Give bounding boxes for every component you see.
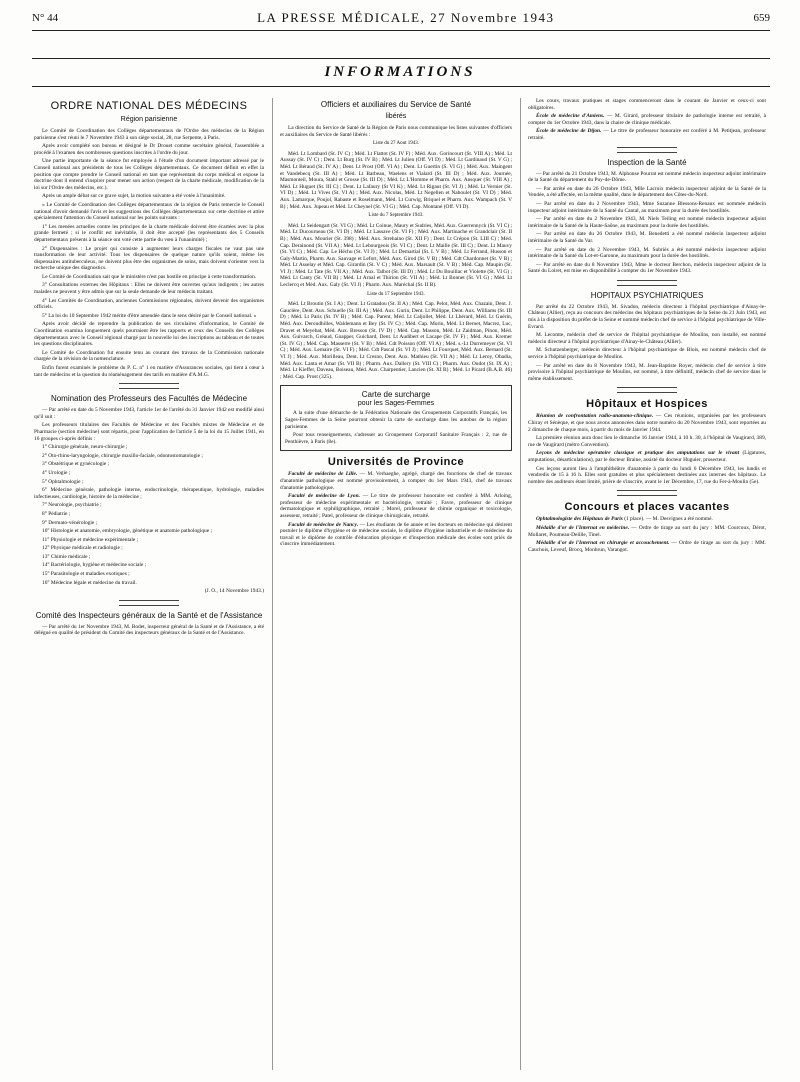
paragraph: 2° Oto-rhino-laryngologie, chirurgie maxillo-faciale, odontostomatologie ; xyxy=(42,452,203,459)
paragraph-lead: Médaille d'or de l'Internat en chirurgie et accouchement. xyxy=(536,540,670,547)
separator xyxy=(617,280,677,286)
paragraph: A la suite d'une démarche de la Fédération Nationale des Groupements Corporatifs Français, les Sages-Femmes de la Seine pourront obtenir la carte de surcharge dans les autobus de la région parisienne. xyxy=(285,410,507,430)
column-divider xyxy=(520,98,521,1070)
column-divider xyxy=(272,98,273,1070)
paragraph xyxy=(528,540,766,553)
paragraph xyxy=(528,516,766,523)
ordre-heading: ORDRE NATIONAL DES MÉDECINS xyxy=(50,100,248,112)
groups-source: (J. O., 14 Novembre 1943.) xyxy=(204,588,264,595)
ecole-amiens-text: — M. Girard, professeur titulaire de pathologie interne est retraité, à compter du 1er Octobre 1943, dans la chaire de clinique médicale. xyxy=(528,113,766,126)
paragraph-text: — Ordre de tirage au sort du jury : MM. Courcoux, Dérot, Mollaret, Poumeau-Delille, Tinel. xyxy=(528,524,766,538)
paragraph-lead: Médaille d'or de l'Internat en médecine. xyxy=(536,524,630,531)
paragraph: 16° Médecine légale et médecine du travail. xyxy=(42,579,137,586)
list3-title: Liste du 17 Septembre 1943. xyxy=(367,291,425,297)
cours-para: Les cours, travaux pratiques et stages commenceront dans le courant de Janvier et ceux-ci sont obligatoires. xyxy=(528,98,766,111)
paragraph: 5° Ophtalmologie ; xyxy=(42,478,84,485)
running-header xyxy=(32,10,770,26)
paragraph-text: (Ligatures, amputations, désarticulations), par le docteur Braine, assisté du docteur Huguier, prosecteur. xyxy=(528,450,766,463)
paragraph-text: — Le titre de professeur honoraire est conféré à MM. Arloing, professeur de médecine expérimentale et bactériologie, retraité ; Favre, professeur de clinique dermatologique et syphiligraphique, retraité ; Morel, professeur de chimie organique et toxicologie, assesseur, retraité ; Patel, professeur de clinique chirurgicale, retraité. xyxy=(280,493,512,519)
paragraph: Par arrêté du 22 Octobre 1943, M. Sivadon, médecin directeur à l'hôpital psychiatrique d'Ainay-le-Château (Allier), reçu au concours des médecins des hôpitaux psychiatriques de la Seine du 21 Juin 1943, est mis à la disposition du préfet de la Seine et nommé médecin chef de service à l'hôpital psychiatrique de Ville-Evrard. xyxy=(528,303,766,330)
paragraph: Les professeurs titulaires des Facultés de Médecine et des Facultés mixtes de Médecine et de Pharmacie (section médecine) sont répartis, pour l'application de l'article 5 de la loi du 15 Juillet 1941, en 16 groupes ci-après définis : xyxy=(34,422,264,442)
paragraph: 6° Médecine générale, pathologie interne, endocrinologie, thérapeutique, hydrologie, maladies infectieuses, cardiologie, histoire de la médecine ; xyxy=(34,487,264,500)
paragraph: 3° Obstétrique et gynécologie ; xyxy=(42,461,110,468)
separator xyxy=(617,387,677,393)
paragraph xyxy=(528,413,766,433)
section-rule-top xyxy=(32,58,770,59)
section-title: INFORMATIONS xyxy=(324,64,476,80)
paragraph xyxy=(280,493,512,519)
paragraph: 13° Chimie médicale ; xyxy=(42,553,91,560)
paragraph-text: — M. Verhaeghe, agrégé, chargé des fonctions de chef de travaux d'anatomie pathologique est nommé provisoirement, à compter du 1er Mars 1943, chef de travaux d'anatomie pathologique. xyxy=(280,471,512,491)
paragraph: Pour tous renseignements, s'adresser au Groupement Corporatif Sanitaire Français : 2, rue de Penthièvre, à Paris (8e). xyxy=(285,432,507,445)
paragraph xyxy=(528,435,766,448)
paragraph: 2° Dispensaires : Le projet qui consiste à augmenter leurs charges fiscales ne vaut pas une transformation de leur activité. Tous les dispensaires de quelque nature qu'ils soient, même les dispensaires antituberculeux, ne doivent plus être des organismes de soins, mais doivent s'orienter vers la recherche unique des diagnostics. xyxy=(34,245,264,272)
paragraph: Après avoir complété son bureau et désigné le Dr Drouet comme secrétaire général, l'assemblée a procédé à l'examen des nombreuses questions inscrites à l'ordre du jour. xyxy=(34,143,264,156)
paragraph: — Par arrêté en date du 5 Novembre 1943, l'article 1er de l'arrêté du 31 Janvier 1942 est modifié ainsi qu'il suit : xyxy=(34,407,264,420)
paragraph xyxy=(528,466,766,486)
list2-title: Liste du 7 Septembre 1943. xyxy=(368,213,424,219)
paragraph xyxy=(280,522,512,548)
paragraph xyxy=(280,471,512,491)
paragraph-text: — Les étudiants de 6e année et les docteurs en médecine qui désirent postuler le diplôme d'hygiène et de médecine sociale, le diplôme d'hygiène industrielle et de médecine du travail et le diplôme de contrôle d'éducation physique et d'inspection médicale des écoles sont priés de s'inscrire immédiatement. xyxy=(280,521,512,548)
section-rule-bottom xyxy=(32,86,770,87)
header-rule xyxy=(32,30,770,31)
officiers-intro: La direction du Service de Santé de la Région de Paris nous communique les listes suivantes d'officiers et auxiliaires du Service de Santé libérés : xyxy=(280,125,512,138)
paragraph: — Par arrêté du 21 Octobre 1943, M. Alphonse Pourrat est nommé médecin inspecteur adjoint intérimaire de la Santé du département du Puy-de-Dôme. xyxy=(528,170,766,184)
paragraph: 11° Physiologie et médecine expérimentale ; xyxy=(42,536,139,543)
paragraph: — Par arrêté en date du 2 Novembre 1943, Mme Suzanne Blessons-Renaux est nommée médecin inspecteur adjoint intérimaire de la Santé du Cantal, au maximum pour la durée des hostilités. xyxy=(528,200,766,214)
separator xyxy=(119,600,179,606)
paragraph-text: (1 place). — M. Desvignes a été nommé. xyxy=(622,516,713,523)
paragraph: Après un ample débat sur ce grave sujet, la motion suivante a été votée à l'unanimité. xyxy=(42,193,226,200)
paragraph: 14° Bactériologie, hygiène et médecine sociale ; xyxy=(42,562,147,569)
paragraph-lead: Réunion de confrontation radio-anatomo-clinique. xyxy=(536,413,654,420)
psychiatriques-heading: HOPITAUX PSYCHIATRIQUES xyxy=(590,290,704,300)
paragraph: Le Comité de Coordination des Collèges départementaux de l'Ordre des médecins de la Région parisienne s'est réuni le 7 Novembre 1943 à son siège social, 28, rue Serpente, à Paris. xyxy=(34,128,264,141)
separator xyxy=(617,490,677,496)
ecole-dijon-lead: École de médecine de Dijon. xyxy=(536,128,602,135)
carte-heading: Carte de surcharge xyxy=(361,390,431,400)
inspecteurs-heading: Comité des Inspecteurs généraux de la Santé et de l'Assistance xyxy=(35,610,263,620)
concours-body xyxy=(528,516,766,553)
paragraph: 1° Chirurgie générale, neuro-chirurgie ; xyxy=(42,444,128,451)
paragraph: Le Comité de Coordination fut ensuite tenu au courant des travaux de la Commission nationale chargée de la révision de la nomenclature. xyxy=(34,349,264,363)
column-1 xyxy=(34,98,264,1074)
paragraph: — Par arrêté en date du 26 Octobre 1943, Mlle Lacroix médecin inspecteur adjoint de la Santé de la Vendée, a été affectée, en la même qualité, dans le département des Côtes-du-Nord. xyxy=(528,185,766,199)
paragraph-lead: Faculté de médecine de Lyon. xyxy=(288,493,360,500)
officiers-heading: Officiers et auxiliaires du Service de Santé xyxy=(320,100,472,109)
inspection-heading: Inspection de la Santé xyxy=(607,157,687,167)
paragraph: — Par arrêté en date du 8 Novembre 1943, M. Jean-Baptiste Royer, médecin chef de service à titre provisoire à l'hôpital psychiatrique de Moulins, est nommé, à titre définitif, médecin chef de service dans le même établissement. xyxy=(528,362,766,382)
paragraph: 3° Consultations externes des Hôpitaux : Elles ne doivent être ouvertes qu'aux indigents ; les autres malades ne peuvent y être admis que sur la seule demande de leur médecin traitant. xyxy=(34,282,264,296)
paragraph: 8° Pédiatrie ; xyxy=(42,510,71,517)
ecole-amiens-lead: École de médecine d'Amiens. xyxy=(536,113,605,120)
paragraph-lead: Ophtalmologiste des Hôpitaux de Paris xyxy=(536,516,623,523)
issue-number: N° 44 xyxy=(32,12,59,24)
paragraph-lead: Faculté de médecine de Lille. xyxy=(288,471,358,478)
ordre-body xyxy=(34,128,264,378)
carte-subheading: pour les Sages-Femmes xyxy=(357,400,435,408)
paragraph: 15° Parasitologie et maladies exotiques ; xyxy=(42,571,130,578)
list1-title: Liste du 27 Aout 1943. xyxy=(373,141,419,147)
paragraph: M. Schutzenberger, médecin directeur à l'hôpital psychiatrique de Blois, est nommé médecin chef de service à l'hôpital psychiatrique de Moulins. xyxy=(528,347,766,361)
paragraph-lead: Faculté de médecine de Nancy. xyxy=(288,521,359,528)
paragraph: 10° Histologie et anatomie, embryologie, génétique et anatomie pathologique ; xyxy=(42,528,212,535)
paragraph-text: Ces leçons auront lieu à l'amphithéâtre d'anatomie à partir du lundi 6 Décembre 1943, les lundis et vendredis de 15 à 16 h. Elles sont gratuites et plus spécialement destinées aux internes des hôpitaux. Le nombre des auditeurs étant limité, prière de s'inscrire, avant le 1er Décembre, 17, rue du Fer-à-Moulin (5e). xyxy=(528,465,766,485)
paragraph: 4° Urologie ; xyxy=(42,469,71,476)
paragraph: M. Lecomte, médecin chef de service de l'hôpital psychiatrique de Moulins, non installé, est nommé médecin directeur à l'hôpital psychiatrique d'Ainay-le-Château (Allier). xyxy=(528,332,766,345)
paragraph xyxy=(528,525,766,538)
paragraph-text: — Ordre de tirage au sort du jury : MM. Cauchois, Leveuf, Brocq, Monbrun, Varangot. xyxy=(528,540,766,553)
paragraph xyxy=(528,450,766,463)
nomination-body xyxy=(34,407,264,442)
nomination-heading: Nomination des Professeurs des Facultés de Médecine xyxy=(50,394,248,404)
ecole-dijon-text: — Le titre de professeur honoraire est conféré à M. Petitjean, professeur retraité. xyxy=(528,128,766,141)
list1-body: Méd. Lt Lombard (St. IV C) ; Méd. Lt Flattot (St. IV F) ; Méd. Aux. Gorincourt (St. VIII A) ; Méd. Lt Aussay (St. IV C) ; Dent. Lt Burg (St. IV B) ; Méd. Lt Julien (Off. VI D) ; Méd. Lt Gardinaud (St. V G) ; Méd. Lt Béraud (St. IV A) ; Dent. Lt Prost (Off. VI A) ; Dent. Lt Guertin (S. VI G) ; Méd. Aux. Maingent et Vandebecq (St. III A) ; Méd. Lt Barbeau, Waelens et Vialard (St. III D) ; Méd. Aux. Journée, Masmonteil, Moura, Stahl et Grosse (St. III D) ; Méd. Lt L'Homme et Pharm. Aux. Ansquer (St. VIII A) ; Méd. Lt Huguet (St. III C) ; Dent. Lt Lafaury (St VI K) ; Méd. Lt Rigaut (St. VI J) ; Méd. Lt Vernier (St. VI D) ; Méd. Lt Vives (St. VI A) ; Méd. Aux. Nicolas, Méd. Lt Negellen et Naboulet (St. VI D) ; Méd. Aux. Lamarque, Poujol, Rabaste et Roselmann, Méd. Lt Curwig, Briquel et Pharm. Aux. Wampach (St. V B) ; Méd. Aux. Jupeau et Méd. Lt Cheynel (St. VI G) ; Méd. Cap. Montané (Off. VI D). xyxy=(280,150,512,210)
paragraph-text: La première réunion aura donc lieu le dimanche 16 Janvier 1944, à 10 h. 30, à l'hôpital de Vaugirard, 389, rue de Vaugirard (métro Convention). xyxy=(528,435,766,448)
paragraph: 9° Dermato-vénérologie ; xyxy=(42,519,98,526)
inspecteurs-body: — Par arrêté du 1er Novembre 1943, M. Bodet, inspecteur général de la Santé et de l'Assistance, a été délégué en qualité de président du Comité des inspecteurs généraux de la Santé et de l'Assistance. xyxy=(34,623,264,637)
hopitaux-body xyxy=(528,413,766,485)
paragraph: — Par arrêté en date du 2 Novembre 1943, M. Niels Teiling est nommé médecin inspecteur adjoint intérimaire de la Santé de la Haute-Saône, au maximum pour la durée des hostilités. xyxy=(528,216,766,229)
officiers-subheading: libérés xyxy=(385,113,407,120)
concours-heading: Concours et places vacantes xyxy=(564,501,730,514)
paragraph: Le Comité de Coordination sait que le ministère n'est pas hostile en principe à cette transformation. xyxy=(42,273,257,280)
paragraph-lead: Leçons de médecine opératoire classique et pratique des amputations sur le vivant xyxy=(536,450,740,457)
universites-body xyxy=(280,471,512,548)
paragraph-text: — Ces réunions, organisées par les professeurs Chiray et Sénèque, et que nous avons annoncées dans notre numéro du 20 Novembre 1943, sont reportées au 2 dimanche de chaque mois, à partir du mois de Janvier 1944. xyxy=(528,413,766,433)
paragraph: 4° Les Comités de Coordination, anciennes Commissions régionales, doivent devenir des organismes officiels. xyxy=(34,297,264,311)
separator xyxy=(617,147,677,153)
ecole-dijon xyxy=(528,128,766,141)
paragraph: Une partie importante de la séance fut employée à l'étude d'un document important adressé par le Conseil national aux présidents de tous les Collèges départementaux. Ce document définit en effet la position que compte prendre le Conseil national en tant que représentant du corps médical et expose la doctrine dont il entend s'inspirer pour mener son action (respect de la charte médicale, modification de la loi sur l'Ordre des médecins, etc.). xyxy=(34,158,264,191)
separator xyxy=(119,383,179,389)
paragraph: 1° Les menées actuelles contre les principes de la charte médicale doivent être écartées avec la plus grande fermeté ; si le conflit est inévitable, il doit être accepté (les représentants des 5 Conseils départementaux présents à la séance ont voté cette partie du vœu à l'unanimité) ; xyxy=(34,223,264,243)
list3-body: Méd. Lt Broutin (St. I A) ; Dent. Lt Gratadou (St. II A) ; Méd. Cap. Pelot, Méd. Aux. Chazain, Dent. J. Gauclère, Dent. Aux. Schuelle (St. III A) ; Méd. Aux. Gurin, Dent. Lt Philippe, Dent. Aux. Williams (St. III D) ; Méd. Lt Paris (St. IV B) ; Méd. Cap. Parent, Méd. Lt Caljollet, Méd. Lt Lhérard, Méd. Lt Guérin, Méd. Aux. Deroudhilles, Waldemann et Bey (St. IV C) ; Méd. Cap. Morin, Méd. Lt Bernet, Macrez, Luc, Dravet et Meyebat, Méd. Aux. Bresson (St. IV D) ; Méd. Cap. Masson, Méd. Lt Zaidman, Pinon, Méd. Aux. Guivarch, Gréaud, Goapper, Guichard, Dent. Lt Audibert et Lacape (St. IV F) ; Méd. Aux. Kremer (St. IV G) ; Méd. Cap. Masserre (St. V B) ; Méd. Cdt Poisson (Off. VI A) ; Méd. s.-Lt Durremeyer (St. VI C) ; Méd. Aux. Lemaire (St. VI F) ; Méd. Cdt Pascal (St. VI J) ; Méd. Lt Fourquet, Méd. Aux. Bernard (St. VI J) ; Méd. Aux. Morilleau, Dent. Lt Cresno, Dent. Aux. Mathieu (St. VII A) ; Méd. Lt Leroy, Obadia, Méd. Aux. Lanta et Amar (St. VII B) ; Pharm. Aux. Dallery (St. VIII C) ; Pharm. Aux. Oudot (St. IX A) ; Méd. Lt Kieffer, Daveau, Boiseau, Méd. Aux. Charpentier, Lancien (St. XI B) ; Méd. Lt Picard (B.A.B. 46) ; Méd. Cap. Prost (325). xyxy=(280,301,512,380)
paragraph: Après avoir décidé de reprendre la publication de ses circulaires d'information, le Comité de Coordination examina longuement quels pourraient être les rapports et ceux des Conseils des Collèges départementaux avec le Conseil régional chargé par la nouvelle loi des inscriptions au tableau et de toutes les questions disciplinaires. xyxy=(34,321,264,348)
paragraph: 5° La loi du 10 Septembre 1942 mérite d'être amendée dans le sens désiré par le Conseil national. » xyxy=(42,312,257,319)
paragraph: Enfin furent examinés le problème du P. C. n° 1 en matière d'Assurances sociales, qui tient à cœur à tant de médecins et la question du réaménagement des tarifs en matière d'A.M.G. xyxy=(34,365,264,378)
universites-heading: Universités de Province xyxy=(327,456,465,469)
hopitaux-heading: Hôpitaux et Hospices xyxy=(586,398,708,411)
journal-title: LA PRESSE MÉDICALE, 27 Novembre 1943 xyxy=(257,10,555,25)
carte-body xyxy=(285,410,507,445)
page-number: 659 xyxy=(753,12,770,24)
psychiatriques-body xyxy=(528,304,766,383)
ecole-amiens xyxy=(528,113,766,126)
paragraph: — Par arrêté en date du 2 Novembre 1943, M. Subriès a été nommé médecin inspecteur adjoint intérimaire de la Santé du Lot-et-Garonne, au maximum pour la durée des hostilités. xyxy=(528,246,766,260)
list2-body: Méd. Lt Seidengart (St. VI G) ; Méd. Lt Coinue, Maury et Sudries, Méd. Aux. Guerrennyck (St. VI C) ; Méd. Lt Ducourneau (St. VI D) ; Méd. Lt Lassave (St. VI F) ; Méd. Aux. Martinache et Grandclair (St. II B) ; Méd. Aux. Mourier (St. 398) ; Méd. Aux. Strehaino (St. XII F) ; Dent. Lt Crépon (St. LIII C) ; Méd. Cap. Derainond (St. VII A) ; Méd. Lt Lebourgeois (St. VI C) ; Dent. Lt Maille (St. III C) ; Dent. Lt Mauvy (St. VI C) ; Méd. Cap. Le Héchu (St. VI J) ; Méd. Lt Demartial (St. I. V B) ; Méd. Lt Ferrand, Husson et Galy-Martin, Pharm. Aux. Sauvage et Lefort, Méd. Aux. Girod (St. V B) ; Méd. Cdt Chardonnet (St. V B) ; Méd. Lt Asselay et Méd. Cap. Girardin (St. V C) ; Méd. Aux. Marsault (St. V B) ; Méd. Cap. Maupin (St. VI J) ; Méd. Lt Tate (St. VII A) ; Méd. Aux. Talbot (St. III D) ; Méd. Lt Du Bouillac et Violette (St. VI G) ; Méd. Lt Canty (St. VII B) ; Méd. Lt Arnal et Thirion (St. VII A) ; Méd. Lt Bonnet (St. VI G) ; Méd. Lt Leclercq et Méd. Aux. Galy (St. VI J) ; Pharm. Aux. Maréchal (St. II B). xyxy=(280,222,512,289)
groups-list xyxy=(34,444,264,586)
paragraph: — Par arrêté en date du 26 Octobre 1943, M. Benedetti a été nommé médecin inspecteur adjoint intérimaire de la Santé du Var. xyxy=(528,231,766,244)
paragraph: 12° Physique médicale et radiologie ; xyxy=(42,545,123,552)
column-2 xyxy=(280,98,512,1074)
carte-surcharge-box xyxy=(280,385,512,451)
inspection-body xyxy=(528,171,766,275)
paragraph: — Par arrêté en date du 8 Novembre 1943, Mme le docteur Berchon, médecin inspecteur adjoint de la Santé du Loiret, est mise en disponibilité à compter du 1er Novembre 1943. xyxy=(528,261,766,275)
paragraph: 7° Neurologie, psychiatrie ; xyxy=(42,502,102,509)
column-3 xyxy=(528,98,766,1074)
paragraph: « Le Comité de Coordination des Collèges départementaux de la région de Paris remercie le Conseil national d'avoir demandé l'avis et les suggestions des Collèges départementaux sur cette doctrine et attire spécialement l'attention du Conseil national sur les points suivants : xyxy=(34,201,264,222)
ordre-subheading: Région parisienne xyxy=(120,116,178,123)
